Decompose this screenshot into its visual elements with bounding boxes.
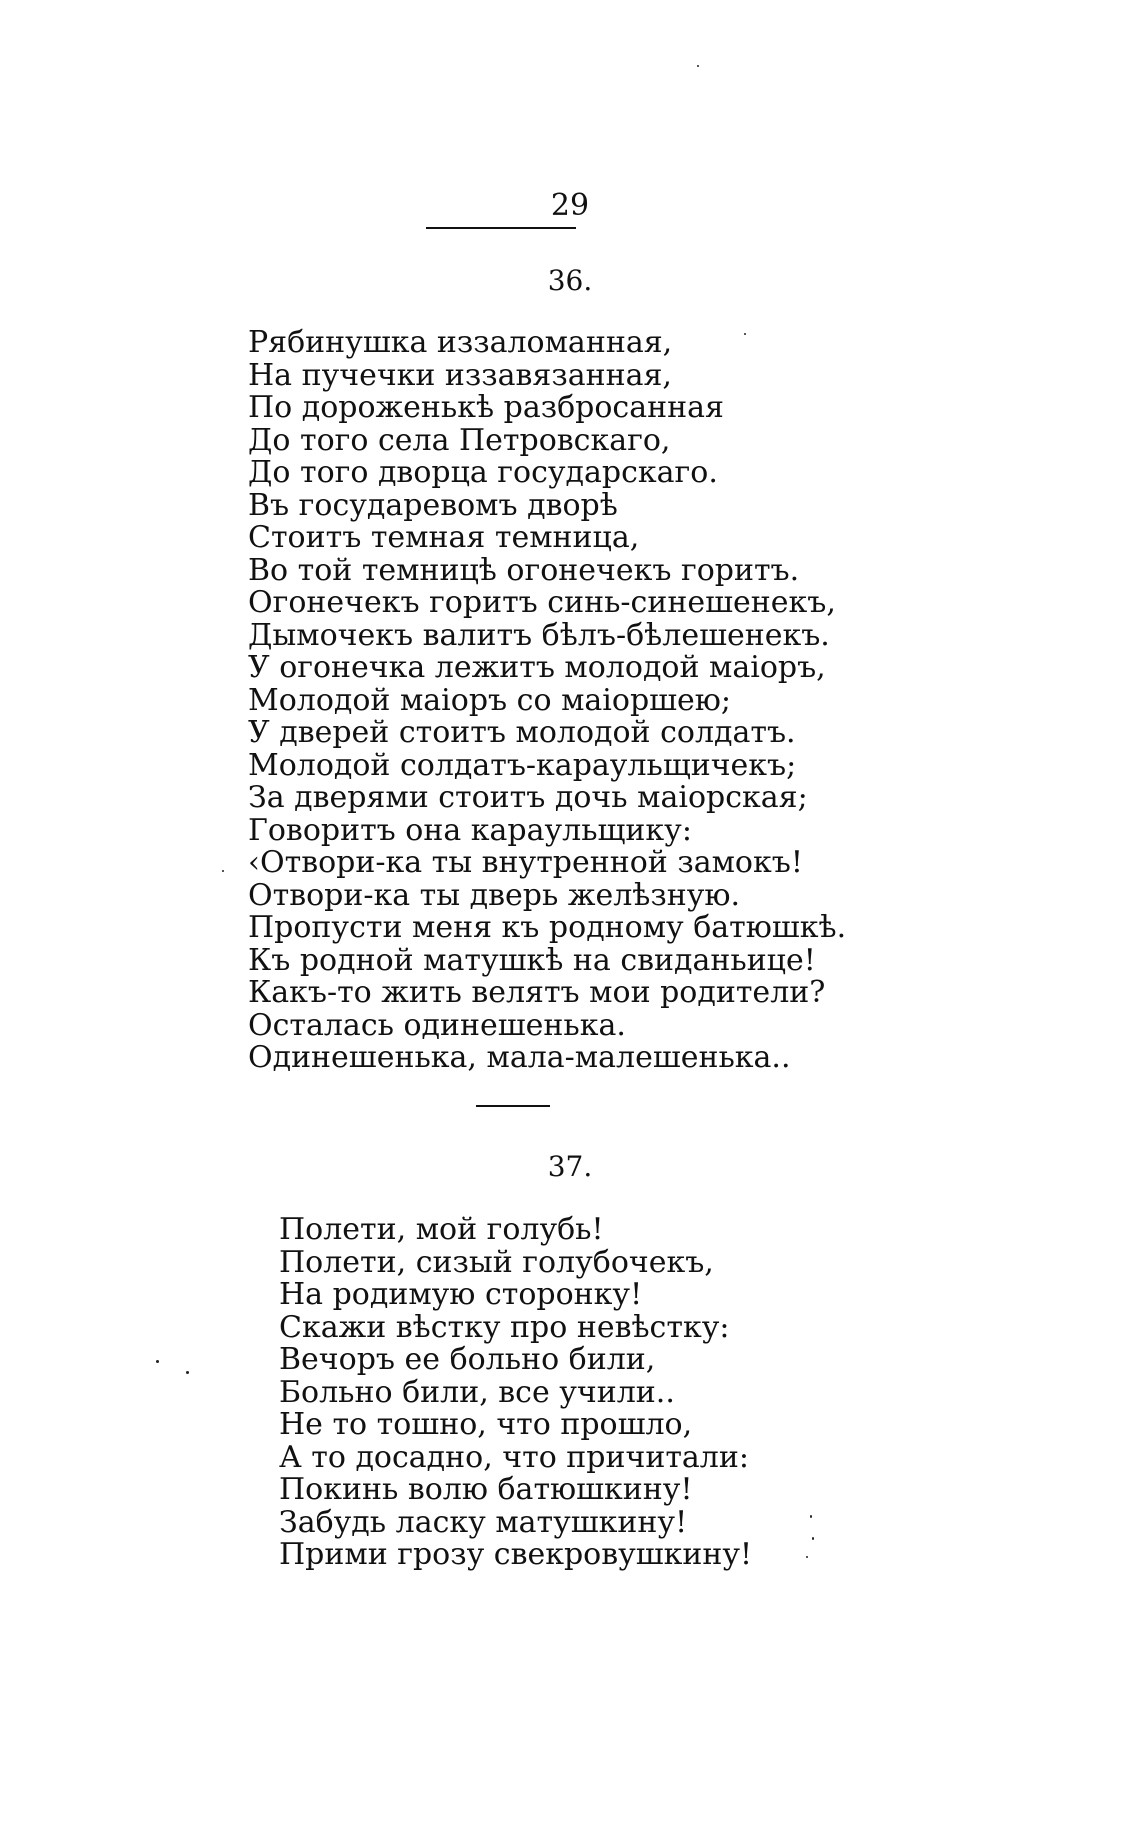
poem-line: Скажи вѣстку про невѣстку:: [279, 1309, 730, 1345]
poem-line: Полети, сизый голубочекъ,: [279, 1244, 714, 1280]
section-separator: [476, 1105, 550, 1107]
poem-line: У огонечка лежитъ молодой маіоръ,: [248, 650, 826, 685]
poem-line: А то досадно, что причитали:: [279, 1439, 749, 1475]
poem-line: ‹Отвори-ка ты внутренной замокъ!: [248, 845, 803, 880]
poem-number: 37.: [547, 1150, 593, 1183]
poem-line: До того дворца государскаго.: [248, 455, 718, 490]
poem-line: Говоритъ она караульщику:: [248, 812, 692, 848]
poem-line: Во той темницѣ огонечекъ горитъ.: [248, 552, 800, 588]
poem-line: Молодой солдатъ-караульщичекъ;: [248, 747, 797, 783]
poem-line: За дверями стоитъ дочь маіорская;: [248, 780, 808, 815]
poem-line: На родимую сторонку!: [279, 1277, 643, 1312]
poem-line: Вечоръ ее больно били,: [279, 1342, 656, 1377]
poem-line: Прими грозу свекровушкину!: [279, 1537, 753, 1572]
scan-speck: [186, 1371, 189, 1374]
poem-line: Больно били, все учили..: [279, 1374, 675, 1410]
scan-speck: [810, 1515, 812, 1518]
scan-speck: [156, 1360, 159, 1363]
scan-speck: [806, 1556, 808, 1558]
poem-line: Какъ-то жить велятъ мои родители?: [248, 975, 826, 1010]
poem-line: По дороженькѣ разбросанная: [248, 390, 724, 425]
poem-line: Полети, мой голубь!: [279, 1212, 604, 1247]
poem-line: Дымочекъ валитъ бѣлъ-бѣлешенекъ.: [248, 617, 830, 653]
page-number-rule: [426, 227, 576, 229]
poem-37-text: [279, 1214, 752, 1572]
poem-line: У дверей стоитъ молодой солдатъ.: [248, 715, 796, 750]
poem-line: На пучечки иззавязанная,: [248, 357, 672, 393]
poem-line: Не то тошно, что прошло,: [279, 1407, 693, 1442]
poem-line: Покинь волю батюшкину!: [279, 1472, 693, 1507]
poem-line: Молодой маіоръ со маіоршею;: [248, 682, 732, 718]
poem-36-text: [248, 327, 846, 1075]
poem-line: Одинешенька, мала-малешенька..: [248, 1040, 791, 1075]
poem-line: Рябинушка иззаломанная,: [248, 325, 673, 360]
poem-line: Къ родной матушкѣ на свиданьице!: [248, 942, 816, 978]
poem-line: Стоитъ темная темница,: [248, 520, 640, 555]
scan-speck: [744, 333, 746, 335]
poem-line: Огонечекъ горитъ синь-синешенекъ,: [248, 585, 836, 620]
poem-line: До того села Петровскаго,: [248, 422, 671, 458]
page-number: 29: [550, 188, 590, 223]
poem-line: Пропусти меня къ родному батюшкѣ.: [248, 910, 847, 945]
scan-speck: [812, 1537, 814, 1540]
poem-number: 36.: [547, 264, 593, 297]
scan-speck: [697, 65, 699, 67]
poem-line: Въ государевомъ дворѣ: [248, 487, 618, 523]
poem-line: Осталась одинешенька.: [248, 1007, 626, 1043]
poem-line: Забудь ласку матушкину!: [279, 1504, 688, 1540]
scan-speck: [222, 870, 224, 872]
poem-line: Отвори-ка ты дверь желѣзную.: [248, 877, 741, 913]
